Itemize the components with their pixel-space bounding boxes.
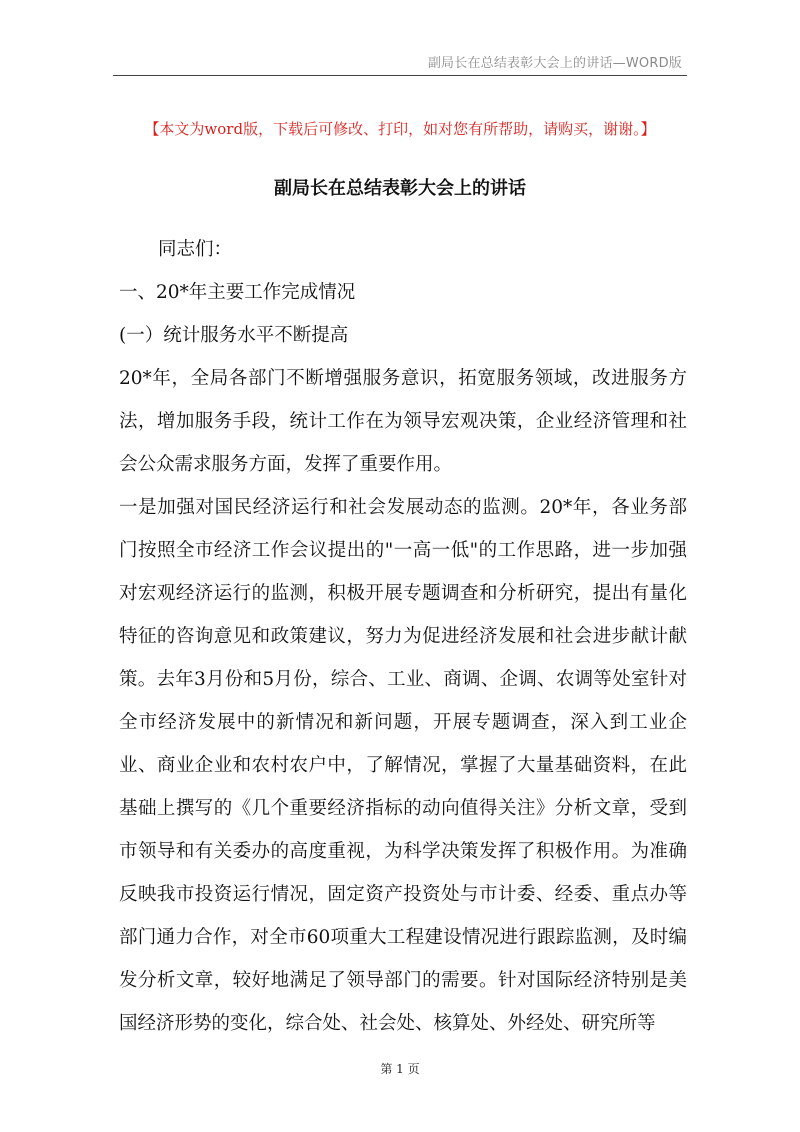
paragraph-2: 一是加强对国民经济运行和社会发展动态的监测。20*年，各业务部门按照全市经济工作会议提出的"一高一低"的工作思路，进一步加强对宏观经济运行的监测，积极开展专题调查和分析研究，提出有量化特征的咨询意见和政策建议，努力为促进经济发展和社会进步献计献策。去年3月份和5月份，综合、工业、商调、企调、农调等处室针对全市经济发展中的新情况和新问题，开展专题调查，深入到工业企业、商业企业和农村农户中，了解情况，掌握了大量基础资料，在此基础上撰写的《几个重要经济指标的动向值得关注》分析文章，受到市领导和有关委办的高度重视，为科学决策发挥了积极作用。为准确反映我市投资运行情况，固定资产投资处与市计委、经委、重点办等部门通力合作，对全市60项重大工程建设情况进行跟踪监测，及时编发分析文章，较好地满足了领导部门的需要。针对国际经济特别是美国经济形势的变化，综合处、社会处、核算处、外经处、研究所等 bbox=[119, 497, 687, 1034]
subsection-heading: (一）统计服务水平不断提高 bbox=[119, 325, 349, 346]
document-body bbox=[119, 271, 687, 1045]
paragraph-1: 20*年，全局各部门不断增强服务意识，拓宽服务领域，改进服务方法，增加服务手段，统计工作在为领导宏观决策，企业经济管理和社会公众需求服务方面，发挥了重要作用。 bbox=[119, 368, 687, 475]
page-number: 第 1 页 bbox=[380, 1062, 420, 1076]
purchase-notice: 【本文为word版，下载后可修改、打印，如对您有所帮助，请购买，谢谢。】 bbox=[144, 120, 656, 138]
document-title: 副局长在总结表彰大会上的讲话 bbox=[274, 178, 526, 199]
section-heading: 一、20*年主要工作完成情况 bbox=[119, 282, 356, 303]
header-divider bbox=[113, 75, 687, 76]
greeting: 同志们： bbox=[158, 239, 233, 260]
running-header-title: 副局长在总结表彰大会上的讲话—WORD版 bbox=[427, 56, 682, 71]
